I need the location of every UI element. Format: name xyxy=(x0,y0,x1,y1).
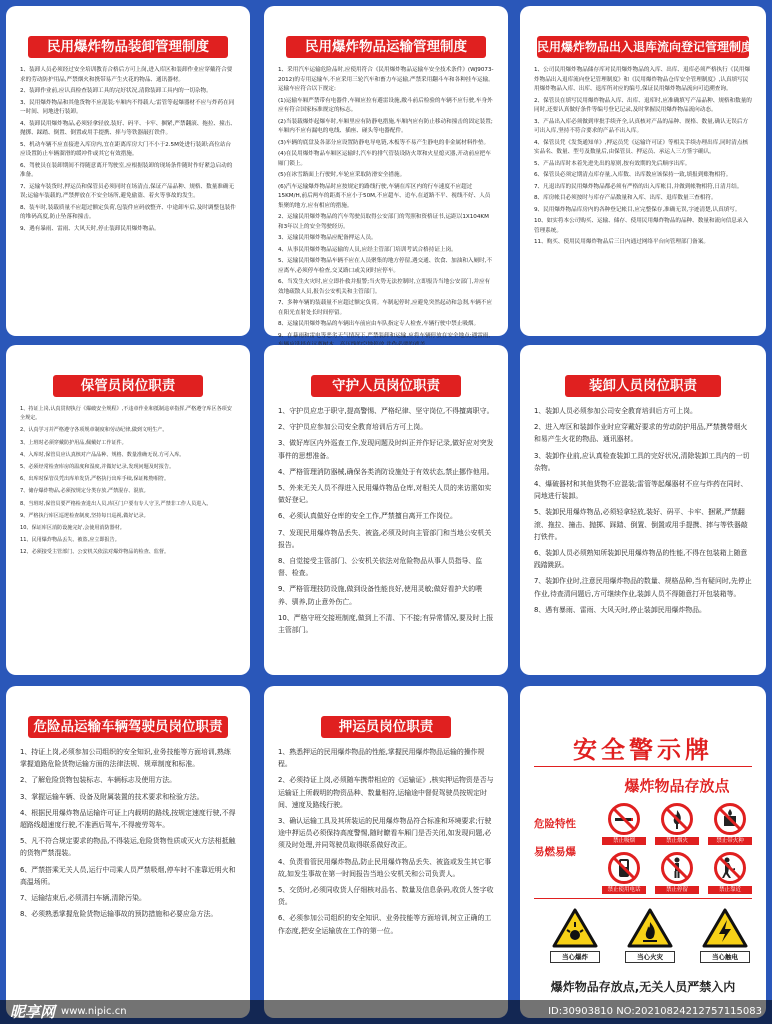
rule-item: 7、运输结束后,必须清扫车辆,清除污染。 xyxy=(20,894,146,903)
rule-item: 11、购买、使用民用爆炸物品后三日内通过网络平台向管理部门备案。 xyxy=(534,239,709,245)
rule-item: 4、从事民用爆炸物品运输的人员,应经主管部门培训考试合格持证上岗。 xyxy=(278,246,457,253)
rule-item: 6、驾驶员在装卸期间不得随意离开驾驶室,应根据装卸的现场条件随时作好紧急启动的准备。 xyxy=(20,162,233,178)
divider xyxy=(534,766,752,767)
rule-item: 4、负责看管民用爆炸物品,防止民用爆炸物品丢失、被盗或发生其它事故,如发生事故在第一时间报告当地公安机关和公司负责人。 xyxy=(278,857,492,878)
no-phone-icon xyxy=(607,851,641,885)
card-body xyxy=(6,746,250,920)
rule-item: 3、装卸作业前,应认真检查装卸工具的完好状况,清除装卸工具内的一切杂物。 xyxy=(534,451,750,472)
warning-footer: 爆炸物品存放点,无关人员严禁入内 xyxy=(550,980,736,994)
caution-label: 当心爆炸 xyxy=(550,951,600,963)
caution-label: 当心触电 xyxy=(700,951,750,963)
rule-item: 12、必须接受主管部门、公安机关依法对爆炸物品的检查、监督。 xyxy=(20,549,170,556)
rule-item: (6)汽车运输爆炸物品时应按规定的路线行驶,车辆在库区内的行车速度不应超过15KM/H,前后两车的距离不应小于50M,不应超车、追车,在道路不平、视线不好、人员集聚的地方,应有相应的措施。 xyxy=(278,183,491,209)
hazard-label: 易燃易爆 xyxy=(534,846,576,858)
rule-item: 3、运输民用爆炸物品应配备押运人员。 xyxy=(278,235,377,241)
rule-item: 9、在暴雨和雷电等恶劣天气情况下,严禁装卸和运输,应将车辆停放在安全地点;遇雷雨, xyxy=(278,332,491,339)
no-approach-sign xyxy=(708,851,752,894)
rule-item: 2、了解危险货物包装标志、车辆标志及使用方法。 xyxy=(20,776,176,785)
hazard-labels xyxy=(534,810,596,866)
rule-item: 2、装卸作业前,应认真检查装卸工具的完好状况,清除装卸工具内的一切杂物。 xyxy=(20,88,212,94)
electric-shock-warning-icon xyxy=(702,908,748,948)
rule-item: 3、产品出入库必须做到审批手续齐全,认真核对产品的品种、规格、数量,确认无误后方可出入库,坚持不符合要求的产品不出入库。 xyxy=(534,118,749,134)
rule-item: 2、守护员应参加公司安全教育培训后方可上岗。 xyxy=(278,423,428,432)
rule-item: 5、运输民用爆炸物品车辆不应在人员聚集的地方停留,遇交通、饮食、加油和入厕时,不应离车,必须停车检查,交叉路口或关闭时应停车。 xyxy=(278,258,493,274)
card-title: 押运员岗位职责 xyxy=(321,716,451,738)
rule-item: 8、必须熟悉掌握危险货物运输事故的预防措施和必要应急方法。 xyxy=(20,910,218,919)
card-guard-duties xyxy=(264,345,508,675)
rule-item: 9、民用爆炸物品库房内的各种登记帐目,应完整保存,准确无误,字迹清楚,认真填写。 xyxy=(534,206,741,213)
rule-item: 4、严格管理消防器械,确保各类消防设施处于有效状态,禁止挪作他用。 xyxy=(278,467,494,476)
rule-item: 6、当发生火灾时,应立即扑救并报警;当火势无法控制时,立即报告当地公安部门,并应有效地疏散人员,报告公安机关和主管部门。 xyxy=(278,279,491,295)
card-title: 装卸人员岗位职责 xyxy=(565,375,721,397)
rule-item: 8、运输民用爆炸物品的车辆出车前应由车队指定专人检查,车辆行驶中禁止吸烟。 xyxy=(278,321,480,327)
card-body xyxy=(520,66,766,248)
rule-item: 2、保管员在填写民用爆炸物品入库、出库、退库时,应准确填写产品品种、规格和数量的同时,还要认真做好条件等编号登记记录,及时掌握民用爆炸物品流向动态。 xyxy=(534,97,752,113)
rule-item: (2)当装载爆炸起爆车时,车厢里应有防静电措施,车厢内应有防止移动和撞击的固定装置;车厢内不应有漏电的电线、插座、碰头等电器配件。 xyxy=(278,118,493,134)
rule-item: 1、持证上岗,认真贯彻执行《爆破安全规程》,不违章作业和抵制违章指挥,严格遵守库区各项安全规定。 xyxy=(20,406,232,422)
sign-label: 禁止使用电话 xyxy=(602,886,646,894)
caution-shock-sign xyxy=(700,908,750,963)
rule-item: 9、严格执行库区巡逻检查制度,坚持每日巡视,做好记录。 xyxy=(20,512,149,519)
card-title: 守护人员岗位职责 xyxy=(311,375,461,397)
rule-item: 3、做好库区内外巡查工作,发现问题及时纠正并作好记录,做好应对突发事件的思想准备。 xyxy=(278,439,494,460)
rule-item: 1、装卸人员必须经过安全培训教育合格后方可上岗,进入库区和装卸作业应穿戴符合要求的劳动防护用品,严禁烟火和携带易产生火花的物品、通讯器材。 xyxy=(20,67,233,83)
card-inventory-rules xyxy=(520,6,766,336)
rule-item: 10、严格守班交接班制度,做到上不清、下不接;有异常情况,要及时上报主管部门。 xyxy=(278,613,494,635)
prohibition-signs xyxy=(602,802,752,894)
watermark-logo: 昵享网 xyxy=(10,1003,56,1021)
card-body xyxy=(264,405,508,636)
rule-item: 2、必须持证上岗,必须随车携带相应的《运输证》,核实押运物资是否与运输证上所载明的物资品种、数量相符,运输途中督促驾驶员按规定时间、速度及路线行驶。 xyxy=(278,776,494,809)
warning-subtitle: 爆炸物品存放点 xyxy=(624,777,730,795)
rule-item: 5、装卸民用爆炸物品,必须轻拿轻放,装好、码平、卡牢、捆紧,严禁翻滚、拖拉、撞击、抛掷、踩踏、倒置、倒置或用手提携、摔与等铁器敲打铁件。 xyxy=(534,508,748,541)
card-body xyxy=(520,405,766,616)
rule-item: 3、民用爆炸物品和其他货物不应混装;车厢内不得载人;雷管等起爆器材不应与炸药在同一时间、同地进行装卸。 xyxy=(20,99,235,115)
card-title: 民用爆炸物品出入退库流向登记管理制度 xyxy=(537,36,749,58)
rule-item: 3、上班时必须穿戴防护用品,佩戴好工作证件。 xyxy=(20,439,127,446)
rule-item: 1、装卸人员必须参加公司安全教育培训后方可上岗。 xyxy=(534,407,697,415)
rule-item: 8、自觉接受主管部门、公安机关依法对危险物品从事人员指导、监督、检查。 xyxy=(278,557,483,578)
rule-item: (4)在民用爆炸物品车厢区运输时,汽车的排气管装设防火罩和火星熄灭器,开动前应把车厢门锁上。 xyxy=(278,151,491,167)
rule-item: 3、确认运输工具及其所装运的民用爆炸物品符合标准和环境要求;行驶途中押运员必须保持高度警惕,随时瞭看车厢门是否关闭,如发现问题,必须及时处理,并同驾驶员取得联系做好改正。 xyxy=(278,817,492,850)
rule-item: 10、保证库区消防设施完好,会使用消防器材。 xyxy=(20,525,125,532)
rule-item: 4、根据民用爆炸物品运输许可证上内载明的路线,按规定速度行驶,不得超路线超速度行驶,不准酒后驾车,不得疲劳驾车。 xyxy=(20,808,236,830)
card-title: 危险品运输车辆驾驶员岗位职责 xyxy=(28,716,228,738)
card-transport-rules xyxy=(264,6,508,339)
rule-item: 1、公司民用爆炸物品储存库对民用爆炸物品的入库、出库、退库必须严格执行《民用爆炸物品出入退库流向登记管理制度》和《民用爆炸物品仓库安全管理制度》,认真填写民用爆炸物品入库、出库、退库所对应的编号,保证民用爆炸物品流向可追溯查询。 xyxy=(534,67,751,92)
no-smoking-sign xyxy=(602,802,646,845)
card-warning-sign xyxy=(520,686,766,1018)
rule-item: 9、遇有暴雨、雷雨、大风天时,停止装卸民用爆炸物品。 xyxy=(20,225,160,232)
caution-explosion-sign xyxy=(550,908,600,963)
no-stopping-icon xyxy=(660,851,694,885)
rule-item: 6、必须参加公司组织的安全知识、业务技能等方面培训,树立正确的工作态度,把安全运输放在工作的第一位。 xyxy=(278,914,492,935)
divider xyxy=(534,898,752,899)
rule-item: 4、入库时,保管员应认真核对产品品种、规格、数量准确无误,方可入库。 xyxy=(20,451,185,458)
rule-item: 4、装卸民用爆炸物品,必须轻拿轻放,装好、码平、卡牢、捆紧,严禁翻滚、拖拉、撞击、抛掷、踩踏、倒置、倒置或用手提携、摔与等铁器敲打铁件。 xyxy=(20,120,236,136)
sign-label: 禁止烟火 xyxy=(655,837,699,845)
rule-item: 5、交货时,必须同收货人仔细核对品名、数量及信息条码,收货人签字收货。 xyxy=(278,886,494,907)
rule-item: 4、保管员凭《发货通知单》,押运员凭《运输许可证》等相关手续办理出库,同时清点核实品名、数量、型号及数量后,由保管员、押运员、承运人三方签字确认。 xyxy=(534,139,749,155)
caution-fire-sign xyxy=(625,908,675,963)
rule-item: 1、采用汽车运输危险品时,应使用符合《民用爆炸物品运输车安全技术条件》(WJ9073-2012)的专用运输车,不应采用三轮汽车和畜力车运输,严禁采用翻斗车和各种挂车运输。运输车应符合以下规定: xyxy=(278,67,494,92)
warning-title: 安全警示牌 xyxy=(573,736,713,764)
card-body xyxy=(264,746,508,937)
rule-item: 7、发现民用爆炸物品丢失、被盗,必须及时向主管部门和当地公安机关报告。 xyxy=(278,528,492,549)
rule-item: 8、库房帐目必须按时与库存产品数量和入库、出库、退库数量三查相符。 xyxy=(534,195,717,201)
watermark-site: www.nipic.cn xyxy=(61,1006,127,1017)
card-body xyxy=(264,66,508,351)
rule-item: 4、爆破器材和其他货物不应混装;雷管等起爆器材不应与炸药在同时、同地进行装卸。 xyxy=(534,480,748,501)
fire-warning-icon xyxy=(627,908,673,948)
watermark-bar xyxy=(0,1000,772,1024)
no-phone-sign xyxy=(602,851,646,894)
card-title: 民用爆炸物品装卸管理制度 xyxy=(28,36,228,58)
rule-item: 9、严格管理技防设施,做到设备性能良好,使用灵敏;做好看护犬的喂养、驯养,防止意外伤亡。 xyxy=(278,585,483,606)
rule-item: 6、必须认真做好仓库的安全工作,严禁擅自离开工作岗位。 xyxy=(278,512,457,521)
rule-item: 11、民用爆炸物品丢失、被盗,应立即报告。 xyxy=(20,537,120,544)
rule-item: 5、机动车辆不应直接进入库房内,宜在距离库房大门不小于2.5M处进行装卸;高位站台应设置防止车辆溜滑的缓冲件或其它有效措施。 xyxy=(20,141,232,157)
rule-item: 7、运输车装货时,押运员和保管员必须同时在场清点,保证产品品种、规格、数量准确无误;运输车装载的,严禁押放在不安全场所,避免偷盗、着火等事故的发生。 xyxy=(20,183,235,199)
hazard-label: 危险特性 xyxy=(534,818,576,830)
rule-item: 3、掌握运输车辆、设备及附属装置的技术要求和检验方法。 xyxy=(20,792,204,801)
card-keeper-duties xyxy=(6,345,250,675)
rule-item: 8、当班时,保管员要严格检查进出人员,库区门户要有专人守卫,严禁非工作人员进入。 xyxy=(20,500,212,507)
card-title: 民用爆炸物品运输管理制度 xyxy=(286,36,486,58)
rule-item: 2、认真学习并严格遵守各项规章制度和劳动纪律,做到文明生产。 xyxy=(20,427,168,434)
rule-item: 6、出库时保管员凭出库单发货,严格执行出库手续,保证帐物相符。 xyxy=(20,476,170,483)
no-kindling-icon xyxy=(713,802,747,836)
card-loader-duties xyxy=(520,345,766,675)
rule-item: 2、进入库区和装卸作业时应穿戴好要求的劳动防护用品,严禁携带烟火和易产生火花的物品、通讯器材。 xyxy=(534,423,748,444)
no-stopping-sign xyxy=(655,851,699,894)
rule-item: 5、外来无关人员不得进入民用爆炸物品仓库,对相关人员的来访需如实做好登记。 xyxy=(278,484,492,505)
no-fire-icon xyxy=(660,802,694,836)
sign-label: 禁止停留 xyxy=(655,886,699,894)
explosion-warning-icon xyxy=(552,908,598,948)
no-fire-sign xyxy=(655,802,699,845)
rule-item: (1)运输车厢严禁带有电器件,车厢应拉有避雷设施,敞斗前后检验的车辆不应行驶,车身外应有符合国家标准规定的标志。 xyxy=(278,97,493,113)
card-body xyxy=(6,66,250,234)
rule-item: (5)在冰雪路面上行驶时,车轮应采取防滑安全措施。 xyxy=(278,172,406,178)
caution-label: 当心火灾 xyxy=(625,951,675,963)
rule-item: 1、熟悉押运的民用爆炸物品的性能,掌握民用爆炸物品运输的操作规程。 xyxy=(278,748,485,769)
watermark-id: ID:30903810 NO:20210824212757115083 xyxy=(548,1006,762,1017)
rule-item: 5、必须经常检查库房的温度和湿度,并做好记录,发现问题及时报告。 xyxy=(20,464,175,471)
card-body xyxy=(6,405,250,558)
card-title: 保管员岗位职责 xyxy=(53,375,203,397)
rule-item: 2、运输民用爆炸物品的汽车驾驶员取得公安部门的驾照和资格证书,运距以1X104KM和3年以上的安全驾驶经历。 xyxy=(278,214,489,230)
caution-signs xyxy=(550,908,750,963)
card-escort-duties xyxy=(264,686,508,1018)
rule-item: 1、守护员应忠于职守,提高警惕、严格纪律、坚守岗位,不得擅离职守。 xyxy=(278,407,494,415)
rule-item: 7、装卸作业时,注意民用爆炸物品的数量、规格品种,当有疑问时,先停止作业,待查清问题后,方可继续作业,装卸人员不得随意打开包装箱等。 xyxy=(534,577,752,598)
sign-label: 禁止靠近 xyxy=(708,886,752,894)
sign-label: 禁止吸烟 xyxy=(602,837,646,845)
rule-item: 7、储存爆炸物品,必须按规定分类存放,严禁混存、混放。 xyxy=(20,488,149,495)
rule-item: 6、保管员必须定期清点库存量,入库数、出库数应该保持一致,填报到账物相符。 xyxy=(534,172,732,178)
rule-item: 6、装卸人员必须熟知所装卸民用爆炸物品的性能,不得在包装箱上随意践踏跳跃。 xyxy=(534,549,748,570)
card-driver-duties xyxy=(6,686,250,1018)
rule-item: 10、如实将本公司购买、运输、储存、使用民用爆炸物品的品种、数量和流向信息录入管理系统。 xyxy=(534,218,749,234)
rule-item: 5、凡不符合规定要求的物品,不得装运,危险货物性质或灭火方法相抵触的货物严禁混装。 xyxy=(20,837,236,858)
no-approach-icon xyxy=(713,851,747,885)
rule-item: 6、严禁搭乘无关人员,运行中司乘人员严禁吸烟,停车时不准靠近明火和高温场所。 xyxy=(20,865,236,886)
rule-item: 8、装车时,装载质量不应超过额定负荷,包装件应码放整齐、中途卸车后,及时调整包装件的堆码高度,防止坠落和撞击。 xyxy=(20,204,236,220)
rule-item: (3)车辆的底盘及各部分应设置防静电导电链,木板等不易产生静电的非金属材料作垫。 xyxy=(278,139,490,146)
rule-item: 5、产品出库时本着先进先出的原则,按有效期的先后顺序出库。 xyxy=(534,160,691,167)
rule-item: 8、遇有暴雨、雷雨、大风天时,停止装卸民用爆炸物品。 xyxy=(534,605,706,614)
sign-label: 禁止带火种 xyxy=(708,837,752,845)
card-loading-rules xyxy=(6,6,250,336)
no-kindling-sign xyxy=(708,802,752,845)
rule-item: 1、持证上岗,必须参加公司组织的安全知识,业务技能等方面培训,熟练掌握道路危险货物运输方面的法律法规、规章制度和标准。 xyxy=(20,748,231,769)
no-smoking-icon xyxy=(607,802,641,836)
rule-item: 7、多种车辆的装载量不应超过额定负荷。车制起停时,应避免突然起动和急刹,车辆不应在阳光直射处长时间停留。 xyxy=(278,300,493,316)
rule-item: 7、凡退出库的民用爆炸物品都必须有严格的出入库帐目,并做到帐物相符,日清月结。 xyxy=(534,183,743,190)
